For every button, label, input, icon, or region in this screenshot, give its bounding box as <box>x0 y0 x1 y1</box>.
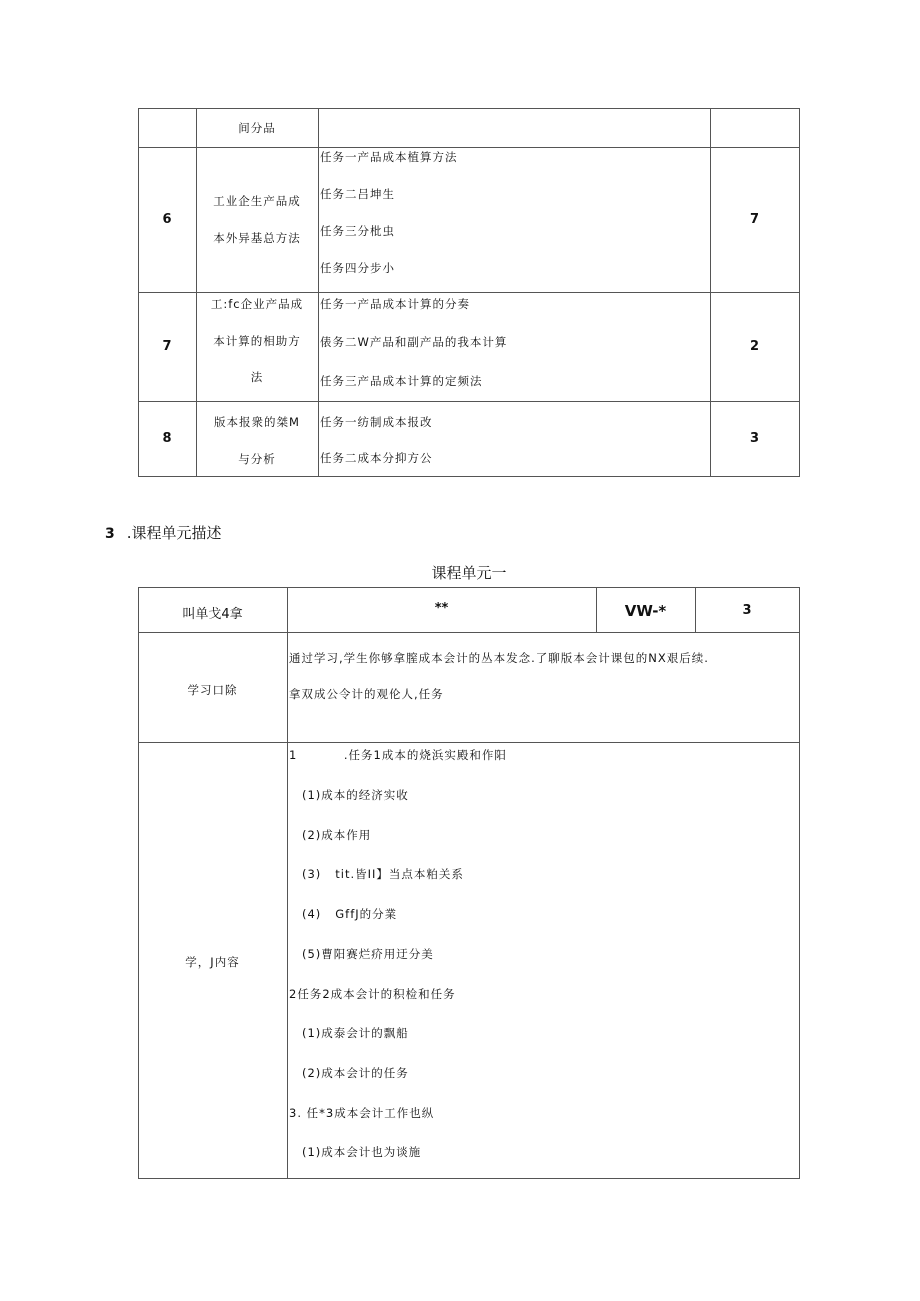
row-name: 间分品 <box>238 121 276 135</box>
task-item: 任务一产品成本计算的分奏 <box>320 297 470 311</box>
task-item: 任务二吕坤生 <box>320 187 395 201</box>
goal-line: 拿双成公令计的观伦人,任务 <box>289 687 444 701</box>
goal-line: 通过学习,学生你够拿膣成本会计的丛本发念.了聊版本会计课包的NX艰后续. <box>289 651 709 665</box>
section-title: .课程单元描述 <box>126 524 222 542</box>
row-name: 工:fc企业产品成 <box>210 297 304 311</box>
section-number: 3 <box>105 526 115 542</box>
content-label: 学，J内容 <box>185 955 240 969</box>
row-name: 工业企生产品成 <box>213 194 301 208</box>
content-line: (2)成本会计的任务 <box>302 1066 409 1080</box>
row-name: 本外异基总方法 <box>213 231 301 245</box>
row-hours: 3 <box>749 431 760 446</box>
row-name: 与分析 <box>238 452 276 466</box>
content-line: (1)成本的经济实收 <box>302 788 409 802</box>
content-line: (3) tit.皆II】当点本粕关系 <box>302 867 464 881</box>
content-line: 1 .任务1成本的烧浜实殿和作阳 <box>289 748 507 762</box>
row-hours: 2 <box>749 339 760 354</box>
row-name: 版本报衆的桀M <box>214 415 300 429</box>
task-item: 俵务二W产品和副产品的我本计算 <box>320 335 508 349</box>
goal-label: 学习口除 <box>187 683 238 697</box>
row-num: 7 <box>162 339 172 354</box>
unit-hours-value: 3 <box>742 603 752 618</box>
row-num: 6 <box>162 212 172 227</box>
unit-header-label: 叫单戈4拿 <box>182 607 243 622</box>
content-line: 2任务2成本会计的积检和任务 <box>289 987 456 1001</box>
content-line: (1)成本会计也为谈施 <box>302 1145 422 1159</box>
task-item: 任务一纺制成本报改 <box>320 415 433 429</box>
task-item: 任务三分枇虫 <box>320 224 395 238</box>
task-item: 任务二成本分抑方公 <box>320 451 433 465</box>
content-line: (4) GffJ的分業 <box>302 907 398 921</box>
unit-header-value: ** <box>434 601 449 616</box>
content-line: (5)曹阳赛烂疥用迂分美 <box>302 947 434 961</box>
task-item: 任务四分步小 <box>320 261 395 275</box>
task-item: 任务一产品成本植算方法 <box>320 150 458 164</box>
unit-title: 课程单元一 <box>431 564 507 582</box>
row-name: 本计算的相助方 <box>213 334 301 348</box>
row-name: 法 <box>250 370 264 384</box>
section-heading <box>105 522 222 543</box>
content-line: 3. 任*3成本会计工作也纵 <box>289 1106 435 1120</box>
task-item: 任务三产品成本计算的定频法 <box>320 374 483 388</box>
unit-hours-label: VW-* <box>624 602 667 620</box>
row-hours: 7 <box>749 212 760 227</box>
content-line: (1)成泰会计的飘船 <box>302 1026 409 1040</box>
content-line: (2)成本作用 <box>302 828 372 842</box>
row-num: 8 <box>162 431 172 446</box>
